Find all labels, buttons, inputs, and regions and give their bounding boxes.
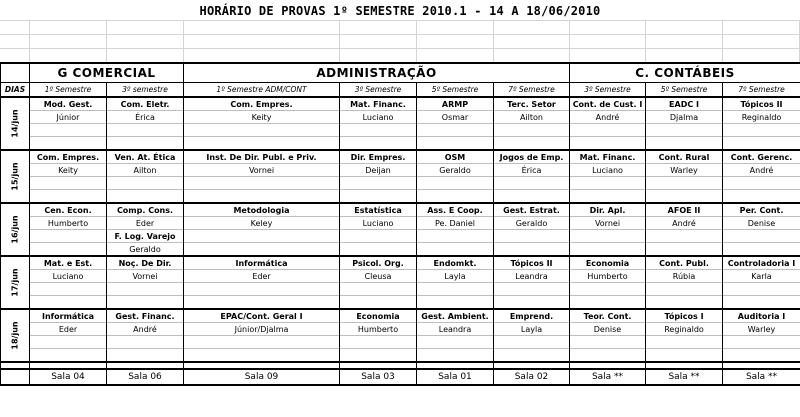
day-label: 17/jun [10,268,20,297]
exam-teacher: André [107,323,184,336]
day-label-cell [1,97,30,150]
exam-teacher: Djalma [646,111,723,124]
empty-cell [184,230,340,243]
exam-subject: Gest. Ambient. [417,309,494,323]
empty-cell [340,230,417,243]
empty-cell [107,296,184,310]
semester-header: 1º Semestre ADM/CONT [184,83,340,98]
exam-subject: Gest. Financ. [107,309,184,323]
empty-cell [723,283,800,296]
empty-cell [30,124,107,137]
empty-cell [570,177,646,190]
empty-cell [107,190,184,204]
room-label: Sala 01 [417,369,494,385]
exam-subject: Tópicos II [494,256,570,270]
semester-header: 5º Semestre [646,83,723,98]
empty-cell [417,124,494,137]
course-header-row [1,63,800,83]
empty-cell [30,190,107,204]
empty-cell [494,362,570,369]
exam-subject: Tópicos II [723,97,800,111]
exam-subject: Mat. Financ. [570,150,646,164]
exam-teacher: Warley [723,323,800,336]
empty-cell [646,362,723,369]
exam-subject: Endomkt. [417,256,494,270]
semester-header: 3º Semestre [570,83,646,98]
empty-cell [30,336,107,349]
exam-teacher: Warley [646,164,723,177]
exam-teacher: Vornei [184,164,340,177]
exam-teacher: Denise [723,217,800,230]
day-label: 15/jun [10,162,20,191]
empty-cell [723,362,800,369]
empty-cell [494,243,570,257]
exam-teacher: Keley [184,217,340,230]
empty-cell [184,362,340,369]
empty-cell [184,283,340,296]
empty-cell [30,296,107,310]
empty-cell [494,336,570,349]
exam-subject: Controladoria I [723,256,800,270]
empty-cell [417,190,494,204]
empty-cell [494,124,570,137]
exam-teacher: Luciano [340,217,417,230]
exam-subject: Auditoria I [723,309,800,323]
empty-cell [417,283,494,296]
empty-cell [340,137,417,151]
exam-subject: Noç. De Dir. [107,256,184,270]
empty-cell [646,349,723,363]
day-extra-row [1,230,800,243]
semester-header: 7º Semestre [723,83,800,98]
page-title: HORÁRIO DE PROVAS 1º SEMESTRE 2010.1 - 14 A 18/06/2010 [199,4,601,18]
room-label: Sala 06 [107,369,184,385]
exam-subject: Cen. Econ. [30,203,107,217]
empty-cell [494,349,570,363]
empty-cell [646,283,723,296]
exam-subject: Emprend. [494,309,570,323]
exam-teacher: Érica [494,164,570,177]
day-extra-row [1,243,800,257]
day-extra-row [1,283,800,296]
exam-subject: AFOE II [646,203,723,217]
empty-cell [30,349,107,363]
day-teacher-row [1,111,800,124]
exam-subject: Per. Cont. [723,203,800,217]
exam-teacher: Júnior/Djalma [184,323,340,336]
exam-subject: Teor. Cont. [570,309,646,323]
exam-teacher: Humberto [30,217,107,230]
empty-cell [340,349,417,363]
empty-cell [107,336,184,349]
exam-teacher: Geraldo [494,217,570,230]
exam-teacher: Keity [30,164,107,177]
exam-subject: EPAC/Cont. Geral I [184,309,340,323]
empty-cell [184,177,340,190]
exam-teacher: Cleusa [340,270,417,283]
exam-teacher: Geraldo [107,243,184,257]
day-extra-row [1,190,800,204]
empty-cell [723,230,800,243]
exam-subject: Com. Empres. [30,150,107,164]
empty-cell [494,177,570,190]
exam-teacher: Eder [30,323,107,336]
empty-cell [723,177,800,190]
exam-teacher: Ailton [494,111,570,124]
empty-cell [646,336,723,349]
day-subject-row [1,203,800,217]
empty-cell [417,243,494,257]
exam-teacher: Humberto [340,323,417,336]
day-label-cell [1,309,30,362]
empty-cell [646,124,723,137]
empty-cell [723,296,800,310]
exam-teacher: Ailton [107,164,184,177]
exam-subject: Cont. de Cust. I [570,97,646,111]
day-teacher-row [1,164,800,177]
exam-subject: Cont. Publ. [646,256,723,270]
exam-teacher: Keity [184,111,340,124]
exam-teacher: Layla [417,270,494,283]
empty-cell [340,296,417,310]
empty-cell [417,362,494,369]
exam-teacher: Layla [494,323,570,336]
day-teacher-row [1,323,800,336]
rooms-row [1,369,800,385]
exam-teacher: Pe. Daniel [417,217,494,230]
exam-subject: ARMP [417,97,494,111]
exam-teacher: Eder [107,217,184,230]
empty-cell [184,349,340,363]
exam-subject: Inst. De Dir. Publ. e Priv. [184,150,340,164]
exam-teacher: Júnior [30,111,107,124]
empty-cell [494,230,570,243]
exam-subject: Ven. At. Ética [107,150,184,164]
exam-subject: Dir. Apl. [570,203,646,217]
exam-subject: Dir. Empres. [340,150,417,164]
day-extra-row [1,177,800,190]
empty-cell [184,296,340,310]
semester-header-row [1,83,800,98]
empty-cell [570,283,646,296]
day-subject-row [1,97,800,111]
empty-cell [1,362,30,369]
exam-subject: Informática [30,309,107,323]
exam-subject: Ass. E Coop. [417,203,494,217]
day-teacher-row [1,217,800,230]
day-subject-row [1,256,800,270]
empty-cell [570,296,646,310]
empty-cell [417,296,494,310]
empty-cell [107,283,184,296]
exam-subject: OSM [417,150,494,164]
exam-subject: Comp. Cons. [107,203,184,217]
empty-cell [646,243,723,257]
room-label: Sala 09 [184,369,340,385]
empty-cell [646,177,723,190]
day-extra-row [1,124,800,137]
day-label-cell [1,150,30,203]
empty-cell [30,283,107,296]
day-extra-row [1,296,800,310]
empty-cell [340,177,417,190]
empty-cell [107,177,184,190]
empty-cell [494,190,570,204]
empty-cell [723,243,800,257]
empty-cell [340,190,417,204]
empty-cell [340,243,417,257]
exam-teacher: Érica [107,111,184,124]
exam-teacher: Eder [184,270,340,283]
exam-teacher: Leandra [417,323,494,336]
semester-header: 7º Semestre [494,83,570,98]
exam-subject: Psicol. Org. [340,256,417,270]
empty-cell [30,243,107,257]
exam-teacher: Reginaldo [646,323,723,336]
empty-cell [646,296,723,310]
group-header: G COMERCIAL [30,63,184,83]
exam-subject: Terc. Setor [494,97,570,111]
semester-header: 1º Semestre [30,83,107,98]
exam-subject: F. Log. Varejo [107,230,184,243]
semester-header: 3º semestre [107,83,184,98]
exam-teacher: Luciano [340,111,417,124]
exam-teacher: André [570,111,646,124]
empty-cell [494,296,570,310]
empty-cell [570,336,646,349]
blank-spreadsheet-rows [0,20,800,62]
exam-teacher: André [646,217,723,230]
empty-cell [494,137,570,151]
exam-teacher: Vornei [107,270,184,283]
semester-header: 3º Semestre [340,83,417,98]
empty-cell [646,230,723,243]
empty-cell [417,230,494,243]
exam-teacher: Reginaldo [723,111,800,124]
room-label: Sala 03 [340,369,417,385]
exam-subject: Metodologia [184,203,340,217]
empty-cell [340,124,417,137]
dias-header: DIAS [1,83,30,98]
exam-teacher: Denise [570,323,646,336]
day-extra-row [1,336,800,349]
exam-subject: Economia [340,309,417,323]
day-label-cell [1,203,30,256]
empty-cell [570,137,646,151]
empty-cell [723,124,800,137]
exam-subject: Economia [570,256,646,270]
exam-teacher: Deijan [340,164,417,177]
exam-subject: Mat. e Est. [30,256,107,270]
empty-cell [570,124,646,137]
exam-subject: Mod. Gest. [30,97,107,111]
room-label: Sala 04 [30,369,107,385]
empty-cell [570,230,646,243]
empty-cell [107,362,184,369]
empty-cell [30,362,107,369]
exam-subject: Cont. Gerenc. [723,150,800,164]
empty-cell [340,362,417,369]
exam-subject: Estatística [340,203,417,217]
day-label-cell [1,256,30,309]
exam-teacher: André [723,164,800,177]
exam-teacher: Luciano [570,164,646,177]
room-label: Sala ** [646,369,723,385]
empty-cell [570,243,646,257]
empty-cell [723,349,800,363]
empty-cell [494,283,570,296]
exam-subject: EADC I [646,97,723,111]
empty-cell [184,243,340,257]
empty-cell [570,349,646,363]
empty-cell [417,349,494,363]
exam-subject: Mat. Financ. [340,97,417,111]
empty-cell [184,190,340,204]
exam-subject: Jogos de Emp. [494,150,570,164]
exam-subject: Com. Eletr. [107,97,184,111]
empty-cell [30,230,107,243]
day-subject-row [1,309,800,323]
room-label: Sala ** [723,369,800,385]
empty-cell [107,349,184,363]
exam-teacher: Geraldo [417,164,494,177]
exam-subject: Gest. Estrat. [494,203,570,217]
empty-cell [646,137,723,151]
group-header: C. CONTÁBEIS [570,63,800,83]
exam-subject: Informática [184,256,340,270]
empty-cell [723,137,800,151]
day-extra-row [1,349,800,363]
exam-teacher: Leandra [494,270,570,283]
exam-subject: Tópicos I [646,309,723,323]
empty-cell [184,124,340,137]
exam-teacher: Luciano [30,270,107,283]
exam-subject: Com. Empres. [184,97,340,111]
empty-cell [570,362,646,369]
semester-header: 5º Semestre [417,83,494,98]
exam-schedule-table [0,62,800,386]
day-label: 18/jun [10,321,20,350]
empty-cell [30,137,107,151]
exam-teacher: Vornei [570,217,646,230]
exam-teacher: Humberto [570,270,646,283]
room-label: Sala ** [570,369,646,385]
empty-cell [417,137,494,151]
day-subject-row [1,150,800,164]
empty-cell [417,336,494,349]
empty-cell [107,124,184,137]
room-label: Sala 02 [494,369,570,385]
empty-cell [723,336,800,349]
day-label: 16/jun [10,215,20,244]
exam-teacher: Rúbia [646,270,723,283]
empty-cell [570,190,646,204]
empty-cell [723,190,800,204]
exam-subject: Cont. Rural [646,150,723,164]
day-label: 14/jun [10,109,20,138]
empty-cell [417,177,494,190]
empty-cell [1,369,30,385]
group-header: ADMINISTRAÇÃO [184,63,570,83]
day-extra-row [1,137,800,151]
empty-cell [107,137,184,151]
empty-cell [184,137,340,151]
exam-teacher: Karla [723,270,800,283]
exam-teacher: Osmar [417,111,494,124]
empty-cell [646,190,723,204]
empty-cell [340,336,417,349]
empty-cell [30,177,107,190]
empty-cell [340,283,417,296]
day-teacher-row [1,270,800,283]
empty-cell [184,336,340,349]
